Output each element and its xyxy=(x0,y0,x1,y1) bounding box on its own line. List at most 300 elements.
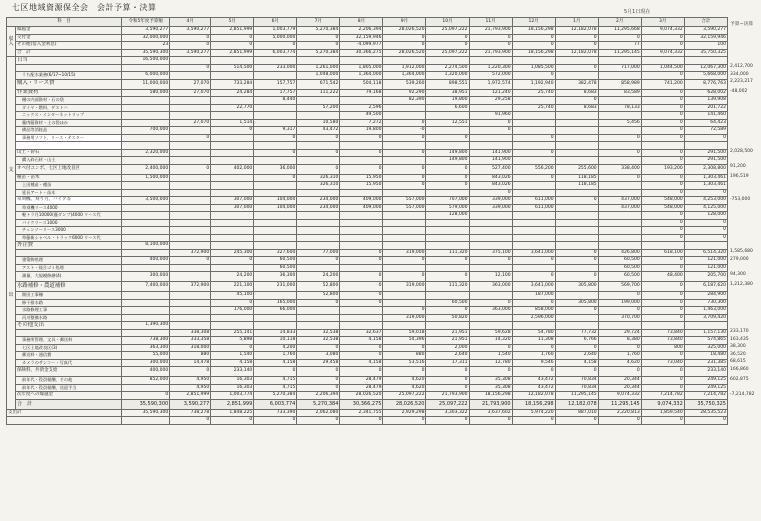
amount-cell: 1,085,500 xyxy=(512,64,555,72)
expense-row xyxy=(7,377,728,385)
amount-cell: 1,463,000 xyxy=(684,307,727,315)
amount-cell xyxy=(383,157,426,165)
amount-cell xyxy=(254,182,297,190)
amount-cell: 35,750,325 xyxy=(684,49,727,57)
amount-cell: 6,003,774 xyxy=(254,399,297,409)
amount-cell: 0 xyxy=(512,367,555,377)
amount-cell xyxy=(170,157,211,165)
amount-cell: 9,074,332 xyxy=(598,392,641,400)
row-label: 保険料、共済金支給 xyxy=(16,367,122,377)
side-header: 予算−決算 xyxy=(730,22,754,27)
amount-cell: 0 xyxy=(383,34,426,42)
amount-cell: 504,118 xyxy=(340,79,383,89)
amount-cell: 0 xyxy=(641,72,684,80)
footer-sub-amount: 0 xyxy=(383,417,426,425)
expense-row xyxy=(7,272,728,282)
amount-cell: 2,308,800 xyxy=(684,164,727,174)
amount-cell: 9,317 xyxy=(254,127,297,135)
amount-cell xyxy=(512,234,555,242)
column-header: 10月 xyxy=(426,18,469,27)
amount-cell: 25,740 xyxy=(512,89,555,97)
amount-cell: 1,972,574 xyxy=(469,79,512,89)
amount-cell: 5,270,384 xyxy=(297,27,340,35)
expense-row xyxy=(7,367,728,377)
amount-cell: 0 xyxy=(340,164,383,174)
amount-cell xyxy=(122,227,170,235)
amount-cell xyxy=(426,112,469,120)
amount-cell xyxy=(340,227,383,235)
expense-row xyxy=(7,182,728,190)
amount-cell: 2,400,000 xyxy=(122,164,170,174)
amount-cell xyxy=(555,234,598,242)
amount-cell: 733,284 xyxy=(211,79,254,89)
amount-cell: 249,125 xyxy=(684,377,727,385)
expense-row xyxy=(7,79,728,89)
amount-cell: 339,000 xyxy=(469,197,512,205)
amount-cell: 0 xyxy=(297,134,340,142)
side-value: 163,435 xyxy=(730,336,749,342)
amount-cell: 77,000 xyxy=(297,249,340,257)
amount-cell: 0 xyxy=(512,299,555,307)
amount-cell: 100 xyxy=(684,42,727,50)
amount-cell xyxy=(297,264,340,272)
amount-cell xyxy=(170,149,211,157)
amount-cell: 9,074,332 xyxy=(641,27,684,35)
amount-cell xyxy=(512,219,555,227)
amount-cell xyxy=(122,314,170,322)
amount-cell xyxy=(383,189,426,197)
amount-cell: 128,000 xyxy=(684,212,727,220)
amount-cell: 880 xyxy=(170,352,211,360)
amount-cell xyxy=(426,242,469,250)
amount-cell xyxy=(641,242,684,250)
amount-cell: 118,185 xyxy=(555,182,598,190)
side-value: 94,300 xyxy=(730,271,746,277)
amount-cell: 0 xyxy=(340,257,383,265)
row-label: 前年代・役員報酬、送迎手当 xyxy=(16,384,122,392)
amount-cell: 11,295,668 xyxy=(598,27,641,35)
amount-cell xyxy=(297,142,340,150)
amount-cell: 2,000 xyxy=(426,344,469,352)
amount-cell xyxy=(254,227,297,235)
side-value: -48,002 xyxy=(730,89,748,94)
row-label: 山土・砕石 xyxy=(16,149,122,157)
amount-cell xyxy=(170,197,211,205)
amount-cell xyxy=(684,242,727,250)
amount-cell: 193,200 xyxy=(641,164,684,174)
amount-cell: 60,500 xyxy=(254,257,297,265)
amount-cell xyxy=(383,212,426,220)
amount-cell: 291,500 xyxy=(684,157,727,165)
amount-cell xyxy=(426,219,469,227)
amount-cell xyxy=(469,212,512,220)
amount-cell: 5,000,000 xyxy=(254,34,297,42)
amount-cell: 4,715 xyxy=(254,384,297,392)
amount-cell xyxy=(383,219,426,227)
amount-cell: 24,200 xyxy=(211,272,254,282)
amount-cell: 28,026,520 xyxy=(383,399,426,409)
amount-cell: 3,590,277 xyxy=(170,49,211,57)
income-row xyxy=(7,42,728,50)
amount-cell: 409,000 xyxy=(340,204,383,212)
amount-cell xyxy=(170,212,211,220)
amount-cell: 300,000 xyxy=(122,359,170,367)
amount-cell xyxy=(641,57,684,65)
amount-cell: 0 xyxy=(641,212,684,220)
amount-cell xyxy=(297,314,340,322)
row-label: うち配水業務(6/17~10/15) xyxy=(16,72,122,80)
amount-cell xyxy=(598,72,641,80)
amount-cell: 70,834 xyxy=(555,384,598,392)
amount-cell xyxy=(340,97,383,105)
amount-cell: 437,000 xyxy=(598,204,641,212)
amount-cell xyxy=(122,384,170,392)
amount-cell: 0 xyxy=(469,127,512,135)
amount-cell: 4,620 xyxy=(598,359,641,367)
amount-cell: 15,950 xyxy=(340,174,383,182)
expense-row xyxy=(7,249,728,257)
amount-cell: 1,912,000 xyxy=(383,64,426,72)
amount-cell: 12,182,078 xyxy=(555,399,598,409)
amount-cell: 11,295,145 xyxy=(598,49,641,57)
side-value: 2,223,217 xyxy=(730,79,753,84)
amount-cell: 8,440 xyxy=(254,97,297,105)
amount-cell xyxy=(598,227,641,235)
amount-cell: 611,000 xyxy=(512,197,555,205)
amount-cell: 233,140 xyxy=(211,367,254,377)
amount-cell xyxy=(211,182,254,190)
footer-amount: 28,535,523 xyxy=(684,409,727,417)
amount-cell: 79,168 xyxy=(340,89,383,97)
amount-cell: 28,026,520 xyxy=(340,392,383,400)
amount-cell: 3,641,000 xyxy=(512,249,555,257)
amount-cell: 14,833 xyxy=(254,329,297,337)
column-header: 7月 xyxy=(297,18,340,27)
amount-cell xyxy=(122,249,170,257)
amount-cell: 29,724 xyxy=(598,329,641,337)
amount-cell: 0 xyxy=(426,307,469,315)
amount-cell: 32,159,946 xyxy=(684,34,727,42)
amount-cell: 579,000 xyxy=(426,204,469,212)
amount-cell: 149,800 xyxy=(426,157,469,165)
amount-cell: 426,800 xyxy=(598,249,641,257)
column-header: 5月 xyxy=(211,18,254,27)
amount-cell: 201,722 xyxy=(684,104,727,112)
amount-cell: 0 xyxy=(469,344,512,352)
amount-cell: 83,589 xyxy=(598,89,641,97)
amount-cell: 0 xyxy=(555,64,598,72)
amount-cell: 0 xyxy=(641,182,684,190)
amount-cell xyxy=(211,174,254,182)
amount-cell xyxy=(211,97,254,105)
side-value: 279,000 xyxy=(730,256,749,262)
amount-cell: 671,542 xyxy=(297,79,340,89)
amount-cell xyxy=(340,189,383,197)
footer-sub-amount: 0 xyxy=(170,417,211,425)
amount-cell xyxy=(555,112,598,120)
amount-cell xyxy=(170,189,211,197)
amount-cell xyxy=(598,234,641,242)
row-label: ダイヤ・燃料、ゲストハ xyxy=(16,104,122,112)
amount-cell xyxy=(555,72,598,80)
amount-cell: 0 xyxy=(641,367,684,377)
amount-cell xyxy=(469,134,512,142)
expense-row xyxy=(7,104,728,112)
amount-cell xyxy=(211,314,254,322)
amount-cell xyxy=(297,307,340,315)
amount-cell: 0 xyxy=(297,149,340,157)
amount-cell xyxy=(469,322,512,330)
amount-cell xyxy=(211,219,254,227)
amount-cell: 36,000 xyxy=(254,164,297,174)
amount-cell xyxy=(211,264,254,272)
amount-cell: 27,070 xyxy=(170,89,211,97)
amount-cell: 11,000,000 xyxy=(122,79,170,89)
amount-cell xyxy=(170,97,211,105)
amount-cell: 32,000,000 xyxy=(122,34,170,42)
amount-cell: 800 xyxy=(641,344,684,352)
amount-cell xyxy=(598,127,641,135)
amount-cell: 4,158 xyxy=(340,359,383,367)
amount-cell xyxy=(512,142,555,150)
amount-cell: 0 xyxy=(469,42,512,50)
amount-cell: 6,000,000 xyxy=(122,72,170,80)
amount-cell xyxy=(555,212,598,220)
amount-cell: 325,000 xyxy=(684,344,727,352)
amount-cell xyxy=(297,322,340,330)
amount-cell: 27,070 xyxy=(170,119,211,127)
amount-cell: 0 xyxy=(598,367,641,377)
amount-cell xyxy=(383,322,426,330)
amount-cell xyxy=(340,234,383,242)
expense-row xyxy=(7,119,728,127)
amount-cell: 233,000 xyxy=(254,64,297,72)
side-value: 602,875 xyxy=(730,376,749,382)
amount-cell xyxy=(254,112,297,120)
amount-cell xyxy=(211,322,254,330)
amount-cell: 730,300 xyxy=(684,299,727,307)
amount-cell: 6,003,774 xyxy=(254,49,297,57)
amount-cell xyxy=(426,57,469,65)
expense-row xyxy=(7,89,728,97)
amount-cell: 8,683 xyxy=(555,89,598,97)
side-value: 1,212,380 xyxy=(730,281,753,287)
row-label: 河川整備水路 xyxy=(16,314,122,322)
amount-cell xyxy=(211,142,254,150)
amount-cell: 8,683 xyxy=(555,104,598,112)
expense-row xyxy=(7,329,728,337)
amount-cell: 4,620 xyxy=(383,377,426,385)
amount-cell xyxy=(170,264,211,272)
amount-cell: 2,320,000 xyxy=(122,149,170,157)
amount-cell xyxy=(122,157,170,165)
side-value: 2,412,700 xyxy=(730,64,753,69)
amount-cell: 0 xyxy=(641,189,684,197)
amount-cell: 92,290 xyxy=(383,89,426,97)
amount-cell: 233,140 xyxy=(684,367,727,377)
amount-cell: 14,320 xyxy=(469,337,512,345)
column-header: 3月 xyxy=(641,18,684,27)
row-label: 合 計 xyxy=(16,49,122,57)
amount-cell: 2,596 xyxy=(340,104,383,112)
amount-cell: 333,358 xyxy=(170,337,211,345)
column-header: 1月 xyxy=(555,18,598,27)
amount-cell: 0 xyxy=(383,272,426,282)
amount-cell: 73,040 xyxy=(641,359,684,367)
amount-cell xyxy=(555,149,598,157)
amount-cell: 0 xyxy=(254,174,297,182)
row-label: 樋の内部資材・石の袋 xyxy=(16,97,122,105)
amount-cell xyxy=(122,97,170,105)
row-label: 修干排水路 xyxy=(16,299,122,307)
amount-cell xyxy=(170,307,211,315)
amount-cell: 618,100 xyxy=(641,249,684,257)
amount-cell: 0 xyxy=(340,134,383,142)
income-row xyxy=(7,49,728,57)
amount-cell: 25,097,222 xyxy=(426,27,469,35)
amount-cell: 0 xyxy=(598,34,641,42)
amount-cell xyxy=(122,204,170,212)
footer-sub-amount: 0 xyxy=(555,417,598,425)
amount-cell: 1,003,779 xyxy=(254,27,297,35)
amount-cell: 141,460 xyxy=(684,112,727,120)
amount-cell: 0 xyxy=(426,34,469,42)
amount-cell: 291,500 xyxy=(684,149,727,157)
amount-cell: 1,760 xyxy=(512,352,555,360)
column-header: 8月 xyxy=(340,18,383,27)
row-label: 郵送料・通信費 xyxy=(16,352,122,360)
amount-cell xyxy=(555,127,598,135)
amount-cell xyxy=(555,204,598,212)
amount-cell xyxy=(555,242,598,250)
row-label: 草藤新シャベル・トラック6000 リース代 xyxy=(16,234,122,242)
amount-cell xyxy=(555,119,598,127)
amount-cell: 4,158 xyxy=(555,359,598,367)
amount-cell xyxy=(340,57,383,65)
amount-cell: 187,000 xyxy=(512,292,555,300)
expense-row xyxy=(7,322,728,330)
amount-cell: 5,898 xyxy=(211,337,254,345)
amount-cell: 2,640 xyxy=(555,352,598,360)
amount-cell xyxy=(297,157,340,165)
column-header: 9月 xyxy=(383,18,426,27)
amount-cell: 52,800 xyxy=(297,292,340,300)
amount-cell: 16,303 xyxy=(211,377,254,385)
amount-cell: 338,308 xyxy=(170,329,211,337)
amount-cell: 7,400,000 xyxy=(122,282,170,292)
amount-cell xyxy=(598,97,641,105)
amount-cell xyxy=(598,322,641,330)
amount-cell: 1,540 xyxy=(469,352,512,360)
row-label: 種苗・苗木 xyxy=(16,174,122,182)
amount-cell: 318,000 xyxy=(170,344,211,352)
amount-cell: 4,200 xyxy=(254,344,297,352)
amount-cell xyxy=(469,57,512,65)
amount-cell: 1,364,000 xyxy=(383,72,426,80)
amount-cell: 43,472 xyxy=(512,377,555,385)
amount-cell: 18,156,298 xyxy=(469,392,512,400)
amount-cell: 20,344 xyxy=(598,377,641,385)
amount-cell: 21,951 xyxy=(426,337,469,345)
expense-row xyxy=(7,392,728,400)
footer-amount: 887,010 xyxy=(555,409,598,417)
amount-cell: 1,044,500 xyxy=(641,64,684,72)
amount-cell: 0 xyxy=(383,367,426,377)
amount-cell: 121,240 xyxy=(469,89,512,97)
amount-cell xyxy=(598,189,641,197)
amount-cell: 0 xyxy=(211,299,254,307)
amount-cell: 245,300 xyxy=(211,249,254,257)
amount-cell xyxy=(684,322,727,330)
amount-cell: 326,310 xyxy=(297,174,340,182)
amount-cell: 1,003,774 xyxy=(211,392,254,400)
amount-cell: 548,000 xyxy=(641,204,684,212)
expense-row xyxy=(7,264,728,272)
amount-cell: 24,200 xyxy=(297,272,340,282)
side-value: 38,300 xyxy=(730,344,746,349)
amount-cell: 4,158 xyxy=(211,359,254,367)
expense-row xyxy=(7,127,728,135)
amount-cell: 1,390,300 xyxy=(122,322,170,330)
footer-amount: 2,062,080 xyxy=(297,409,340,417)
amount-cell: 4,158 xyxy=(340,337,383,345)
amount-cell: 0 xyxy=(641,89,684,97)
amount-cell: 409,000 xyxy=(340,197,383,205)
amount-cell: 0 xyxy=(469,257,512,265)
amount-cell: 0 xyxy=(426,164,469,174)
amount-cell xyxy=(469,264,512,272)
amount-cell: 0 xyxy=(512,272,555,282)
amount-cell: 28,026,520 xyxy=(383,49,426,57)
amount-cell: 10,118 xyxy=(254,337,297,345)
amount-cell: 77,732 xyxy=(555,329,598,337)
amount-cell: 1,261,000 xyxy=(297,64,340,72)
row-label xyxy=(16,329,122,337)
amount-cell: 1,303,461 xyxy=(684,182,727,190)
amount-cell: 0 xyxy=(641,219,684,227)
amount-cell: 29,258 xyxy=(469,97,512,105)
amount-cell: 3,500,000 xyxy=(122,197,170,205)
amount-cell: 402,000 xyxy=(211,164,254,174)
amount-cell xyxy=(170,57,211,65)
amount-cell xyxy=(469,142,512,150)
amount-cell: 707,000 xyxy=(426,197,469,205)
amount-cell: 0 xyxy=(297,377,340,385)
amount-cell: 10,580 xyxy=(297,119,340,127)
amount-cell xyxy=(170,219,211,227)
amount-cell: 4,125,000 xyxy=(684,204,727,212)
amount-cell: 25,097,222 xyxy=(426,49,469,57)
amount-cell xyxy=(469,227,512,235)
row-label: 上田種苗・種苗 xyxy=(16,182,122,190)
amount-cell xyxy=(211,57,254,65)
amount-cell: 0 xyxy=(254,42,297,50)
amount-cell: 0 xyxy=(641,282,684,292)
amount-cell: 0 xyxy=(641,127,684,135)
amount-cell: 0 xyxy=(426,42,469,50)
footer-amount: 733,390 xyxy=(254,409,297,417)
amount-cell xyxy=(122,119,170,127)
amount-cell xyxy=(340,264,383,272)
amount-cell: 300,000 xyxy=(122,272,170,282)
amount-cell xyxy=(512,182,555,190)
amount-cell: 0 xyxy=(512,174,555,182)
amount-cell xyxy=(254,212,297,220)
column-header: 11月 xyxy=(469,18,512,27)
amount-cell: 27,070 xyxy=(170,79,211,89)
amount-cell: 1,760 xyxy=(254,352,297,360)
amount-cell: 307,000 xyxy=(211,204,254,212)
